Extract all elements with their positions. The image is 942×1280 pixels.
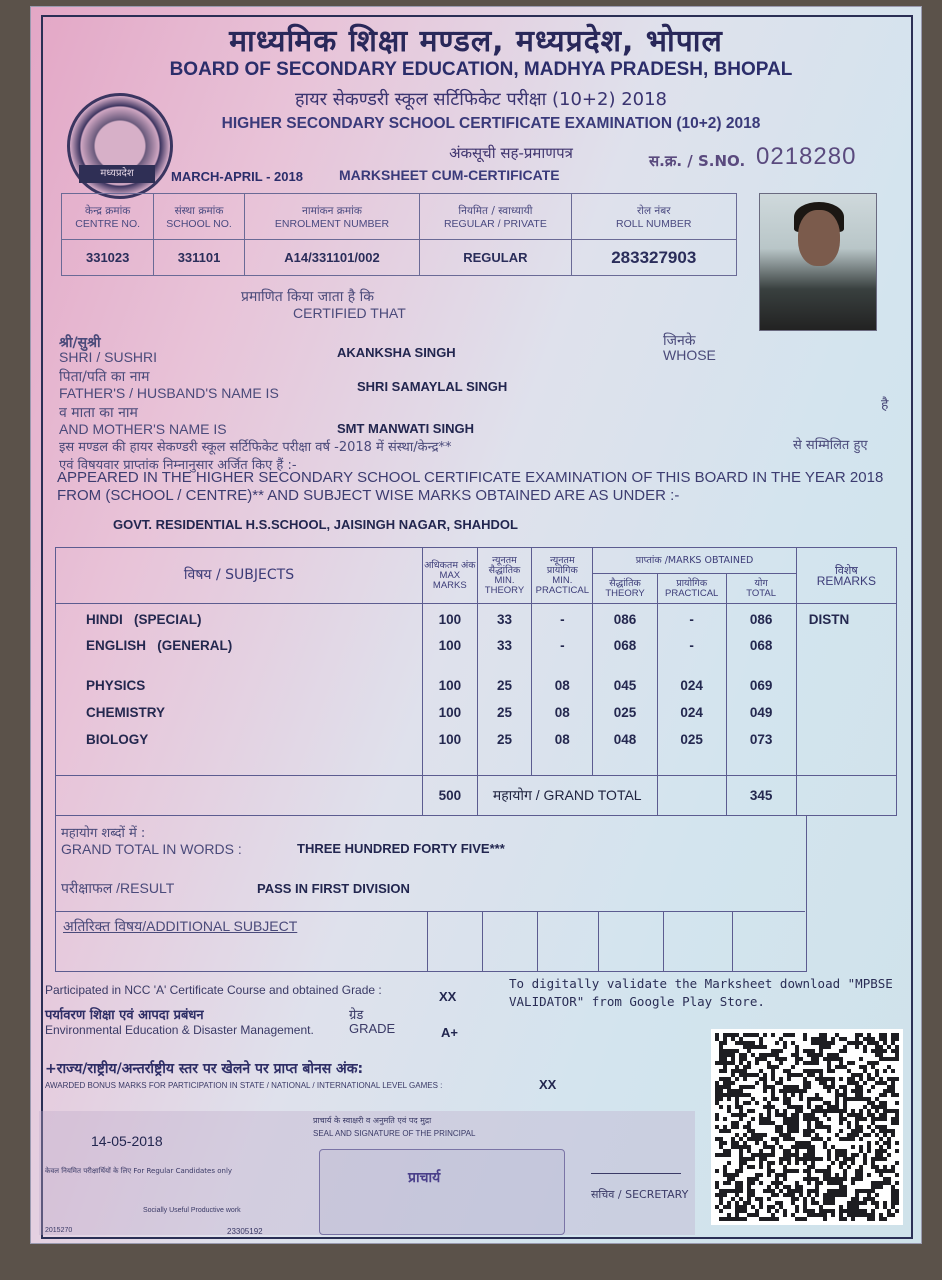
board-emblem-icon xyxy=(67,93,173,199)
centre-number: 331023 xyxy=(62,240,154,276)
exam-title-hindi: हायर सेकण्डरी स्कूल सर्टिफिकेट परीक्षा (10+2) 2018 xyxy=(294,89,668,110)
mother-name: SMT MANWATI SINGH xyxy=(337,421,474,436)
subject-row-4: CHEMISTRY xyxy=(86,705,166,720)
principal-stamp: प्राचार्य xyxy=(319,1149,565,1235)
emblem-label: मध्यप्रदेश xyxy=(79,165,155,183)
bonus-marks: XX xyxy=(539,1077,557,1092)
board-title-hindi: माध्यमिक शिक्षा मण्डल, मध्यप्रदेश, भोपाल xyxy=(229,24,723,59)
secretary-signature xyxy=(591,1143,681,1174)
roll-number: 283327903 xyxy=(571,240,736,276)
subject-row-2: ENGLISH (GENERAL) xyxy=(86,638,233,653)
grand-total-words: THREE HUNDRED FORTY FIVE*** xyxy=(297,841,505,856)
session: MARCH-APRIL - 2018 xyxy=(171,169,303,184)
validation-note: To digitally validate the Marksheet download "MPBSE VALIDATOR" from Google Play Store. xyxy=(509,976,893,1009)
marks-table: विषय / SUBJECTS अधिकतम अंक MAX MARKS न्यूनतम सैद्धांतिक MIN. THEORY न्यूनतम प्रायोगिक MIN. PRACTICAL प्राप्तांक /MARKS OBTAINED विशेष REMARKS सैद्धांतिक THEORY प्रायोगिक PRACTICAL योग TOTAL HINDI (SPECIAL) ENGLISH (GENERAL) PHYSICS CHEMISTRY BIOLOGY 100 100 100 100 100 33 33 25 25 25 - - 08 08 08 086 068 045 025 048 - - 024 024 025 086 068 069 049 073 DISTN 500 महायोग / GRAND TOTAL 345 xyxy=(55,547,897,816)
appeared-statement: APPEARED IN THE HIGHER SECONDARY SCHOOL CERTIFICATE EXAMINATION OF THIS BOARD IN THE YEAR 2018 FROM (SCHOOL / CENTRE)** AND SUBJECT WISE MARKS OBTAINED ARE AS UNDER :- xyxy=(57,469,884,504)
certify-hindi: प्रमाणित किया जाता है कि xyxy=(241,289,375,305)
regular-private: REGULAR xyxy=(420,240,571,276)
serial-label: स.क्र. / S.NO. xyxy=(649,152,746,170)
marksheet-document: मध्यप्रदेश माध्यमिक शिक्षा मण्डल, मध्यप्रदेश, भोपाल BOARD OF SECONDARY EDUCATION, MADHYA PRADESH, BHOPAL हायर सेकण्डरी स्कूल सर्टिफिकेट परीक्षा (10+2) 2018 HIGHER SECONDARY SCHOOL CERTIFICATE EXAMINATION (10+2) 2018 अंकसूची सह-प्रमाणपत्र स.क्र. / S.NO. 0218280 MARCH-APRIL - 2018 MARKSHEET CUM-CERTIFICATE केन्द्र क्रमांक CENTRE NO. संस्था क्रमांक SCHOOL NO. नामांकन क्रमांक ENROLMENT NUMBER नियमित / स्वाध्यायी REGULAR / PRIVATE रोल नंबर ROLL NUMBER 331023 331101 A14/331101/002 REGULAR 283327903 प्रमाणित किया जाता है कि CERTIFIED THAT श्री/सुश्री SHRI / SUSHRI AKANKSHA SINGH जिनके WHOSE पिता/पति का नाम FATHER'S / HUSBAND'S NAME IS SHRI SAMAYLAL SINGH व माता का नाम AND MOTHER'S NAME IS SMT MANWATI SINGH है इस मण्डल की हायर सेकण्डरी स्कूल सर्टिफिकेट परीक्षा वर्ष -2018 में संस्था/केन्द्र** से सम्मिलित हुए एवं विषयवार प्राप्तांक निम्नानुसार अर्जित किए हैं :- APPEARED IN THE HIGHER SECONDARY SCHOOL CERTIFICATE EXAMINATION OF THIS BOARD IN THE YEAR 2018 FROM (SCHOOL / CENTRE)** AND SUBJECT WISE MARKS OBTAINED ARE AS UNDER :- GOVT. RESIDENTIAL H.S.SCHOOL, JAISINGH NAGAR, SHAHDOL विषय / SUBJECTS अधिकतम अंक MAX MARKS न्यूनतम सैद्धांतिक MIN. THEORY न्यूनतम प्रायोगिक MIN. PRACTICAL प्राप्तांक /MARKS OBTAINED विशेष REMARKS सैद्धांतिक THEORY प्रायोगिक PRACTICAL योग TOTAL HINDI (SPECIAL) ENGLISH (GENERAL) PHYSICS CHEMISTRY BIOLOGY 100 100 100 100 100 33 33 25 25 25 - - 08 08 08 086 068 045 025 048 - - 024 024 025 086 068 069 049 073 DISTN 500 महायोग / GRAND TOTAL 345 महायोग शब्दों में : GRAND TOTAL IN WORDS : THREE HUNDRED FORTY FIVE*** परीक्षाफल /RESULT PASS IN FIRST DIVISION अतिरिक्त विषय/ADDITIONAL SUBJECT Participated in NCC 'A' Certificate Course and obtained Grade : XX पर्यावरण शिक्षा एवं आपदा प्रबंधन ग्रेड Environmental Education & Disaster Management. GRADE A+ To digitally validate the Marksheet download "MPBSE VALIDATOR" from Google Play Store. +राज्य/राष्ट्रीय/अन्तर्राष्ट्रीय स्तर पर खेलने पर प्राप्त बोनस अंक: AWARDED BONUS MARKS FOR PARTICIPATION IN STATE / NATIONAL / INTERNATIONAL LEVEL GAMES : XX 14-05-2018 प्राचार्य के स्वाक्षरी व अनुमति एवं पद मुद्रा SEAL AND SIGNATURE OF THE PRINCIPAL प्राचार्य सचिव / SECRETARY केवल नियमित परीक्षार्थियों के लिए For Regular Candidates only Socially Useful Productive work 2015270 23305192 xyxy=(30,6,922,1244)
subject-row-5: BIOLOGY xyxy=(86,732,149,747)
serial-number: 0218280 xyxy=(756,143,857,170)
grand-total: 345 xyxy=(726,776,796,816)
enrolment-number: A14/331101/002 xyxy=(244,240,420,276)
ncc-grade: XX xyxy=(439,989,457,1004)
school-number: 331101 xyxy=(154,240,244,276)
subject-row-1: HINDI (SPECIAL) xyxy=(86,612,202,627)
doc-title-english: MARKSHEET CUM-CERTIFICATE xyxy=(339,167,560,183)
student-photo xyxy=(759,193,877,331)
result: PASS IN FIRST DIVISION xyxy=(257,881,410,896)
certify-english: CERTIFIED THAT xyxy=(293,305,406,321)
exam-title-english: HIGHER SECONDARY SCHOOL CERTIFICATE EXAMINATION (10+2) 2018 xyxy=(221,115,761,132)
additional-subject-cells xyxy=(427,911,795,971)
student-name: AKANKSHA SINGH xyxy=(337,345,456,360)
school-name: GOVT. RESIDENTIAL H.S.SCHOOL, JAISINGH NAGAR, SHAHDOL xyxy=(113,517,518,532)
board-title-english: BOARD OF SECONDARY EDUCATION, MADHYA PRADESH, BHOPAL xyxy=(169,59,793,80)
grand-total-max: 500 xyxy=(423,776,478,816)
doc-title-hindi: अंकसूची सह-प्रमाणपत्र xyxy=(449,144,573,162)
issue-date: 14-05-2018 xyxy=(91,1133,163,1149)
qr-code-pattern xyxy=(711,1029,903,1225)
qr-code-icon xyxy=(711,1029,903,1225)
father-name: SHRI SAMAYLAL SINGH xyxy=(357,379,508,394)
remarks-distn: DISTN xyxy=(808,612,850,627)
subject-row-3: PHYSICS xyxy=(86,678,146,693)
env-grade: A+ xyxy=(441,1025,458,1040)
id-table: केन्द्र क्रमांक CENTRE NO. संस्था क्रमांक SCHOOL NO. नामांकन क्रमांक ENROLMENT NUMBER नियमित / स्वाध्यायी REGULAR / PRIVATE रोल नंबर ROLL NUMBER 331023 331101 A14/331101/002 REGULAR 283327903 xyxy=(61,193,737,276)
